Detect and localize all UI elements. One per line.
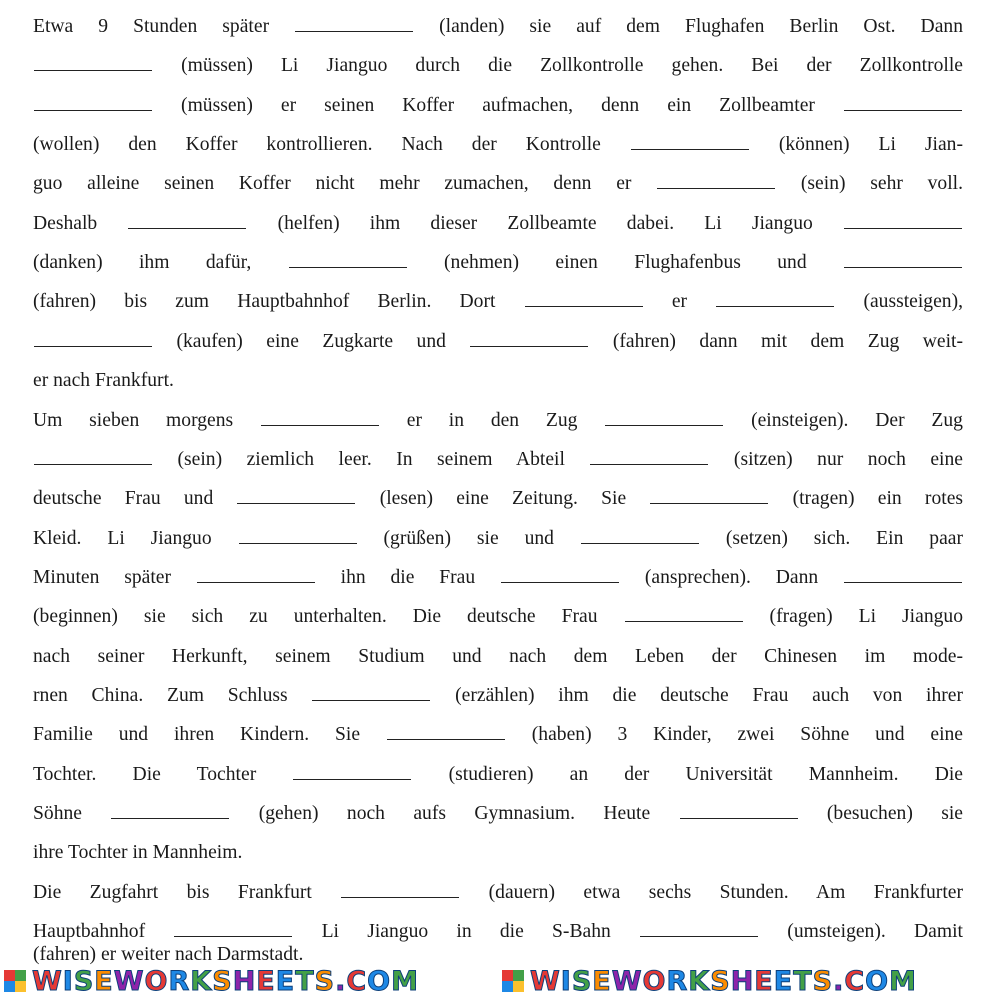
text-segment: (müssen) er seinen Koffer aufmachen, denn ein Zollbeamter xyxy=(181,94,815,116)
text-segment: Um sieben morgens xyxy=(33,409,234,431)
text-line xyxy=(33,762,963,788)
watermark-grid-icon xyxy=(4,970,26,992)
answer-blank[interactable] xyxy=(174,919,292,937)
answer-blank[interactable] xyxy=(631,132,749,150)
answer-blank[interactable] xyxy=(34,329,152,347)
text-segment: (besuchen) sie xyxy=(826,803,963,824)
text-segment: Hauptbahnhof xyxy=(33,921,146,943)
text-segment: guo alleine seinen Koffer nicht mehr zumachen, denn er xyxy=(33,173,632,195)
text-segment: (sein) ziemlich leer. In seinem Abteil xyxy=(177,448,565,470)
watermark-logo-right xyxy=(502,964,917,998)
text-segment: ihn die Frau xyxy=(340,566,476,588)
text-segment: (fahren) dann mit dem Zug weit- xyxy=(612,330,964,352)
text-line xyxy=(33,447,963,473)
text-segment: (lesen) eine Zeitung. Sie xyxy=(379,488,627,510)
icon-cell-3 xyxy=(4,981,15,992)
text-segment: nach seiner Herkunft, seinem Studium und nach dem Leben der Chinesen im mode- xyxy=(33,645,963,667)
text-segment: (grüßen) sie und xyxy=(383,527,554,549)
text-line xyxy=(33,644,963,670)
text-line xyxy=(33,53,963,79)
text-segment: ihre Tochter in Mannheim. xyxy=(33,842,243,864)
watermark-grid-icon xyxy=(502,970,524,992)
text-line xyxy=(33,919,963,945)
text-segment: er nach Frankfurt. xyxy=(33,370,174,392)
text-segment: (ansprechen). Dann xyxy=(644,566,819,588)
text-segment: Söhne xyxy=(33,803,82,824)
text-segment: (müssen) Li Jianguo durch die Zollkontrolle gehen. Bei der Zollkontrolle xyxy=(181,55,963,77)
icon-cell-2 xyxy=(513,970,524,981)
answer-blank[interactable] xyxy=(844,565,962,583)
text-line xyxy=(33,526,963,552)
answer-blank[interactable] xyxy=(680,801,798,819)
cut-off-line-text: (fahren) er weiter nach Darmstadt. xyxy=(33,944,304,965)
text-segment: Kleid. Li Jianguo xyxy=(33,527,212,549)
text-segment: (studieren) an der Universität Mannheim. Die xyxy=(448,763,963,785)
text-segment: (tragen) ein rotes xyxy=(792,488,964,510)
text-segment: er in den Zug xyxy=(406,409,578,431)
text-segment: (fahren) bis zum Hauptbahnhof Berlin. Dort xyxy=(33,291,496,313)
answer-blank[interactable] xyxy=(111,801,229,819)
icon-cell-2 xyxy=(15,970,26,981)
icon-cell-3 xyxy=(502,981,513,992)
answer-blank[interactable] xyxy=(312,683,430,701)
text-line xyxy=(33,211,963,237)
answer-blank[interactable] xyxy=(657,171,775,189)
answer-blank[interactable] xyxy=(34,53,152,71)
watermark-text: WISEWORKSHEETS.COM xyxy=(530,965,917,997)
text-line xyxy=(33,486,963,512)
text-segment: (beginnen) sie sich zu unterhalten. Die deutsche Frau xyxy=(33,606,598,628)
text-line xyxy=(33,408,963,434)
text-line xyxy=(33,683,963,709)
watermark-text: WISEWORKSHEETS.COM xyxy=(32,965,419,997)
answer-blank[interactable] xyxy=(239,526,357,544)
text-segment: (kaufen) eine Zugkarte und xyxy=(176,330,446,352)
icon-cell-4 xyxy=(15,981,26,992)
text-segment: (nehmen) einen Flughafenbus und xyxy=(444,252,807,274)
text-segment: (einsteigen). Der Zug xyxy=(751,409,963,431)
text-segment: (helfen) ihm dieser Zollbeamte dabei. Li Jianguo xyxy=(277,212,813,234)
answer-blank[interactable] xyxy=(387,722,505,740)
answer-blank[interactable] xyxy=(295,14,413,32)
text-segment: (fragen) Li Jianguo xyxy=(769,606,964,628)
text-segment: (dauern) etwa sechs Stunden. Am Frankfurter xyxy=(488,881,963,903)
answer-blank[interactable] xyxy=(470,329,588,347)
answer-blank[interactable] xyxy=(501,565,619,583)
answer-blank[interactable] xyxy=(581,526,699,544)
text-line xyxy=(33,801,963,827)
answer-blank[interactable] xyxy=(844,250,962,268)
answer-blank[interactable] xyxy=(197,565,315,583)
answer-blank[interactable] xyxy=(237,486,355,504)
answer-blank[interactable] xyxy=(128,211,246,229)
text-line xyxy=(33,604,963,630)
answer-blank[interactable] xyxy=(590,447,708,465)
text-segment: (sein) sehr voll. xyxy=(800,173,964,195)
text-segment: (danken) ihm dafür, xyxy=(33,252,252,274)
answer-blank[interactable] xyxy=(289,250,407,268)
text-segment: Deshalb xyxy=(33,212,98,234)
text-line xyxy=(33,14,963,40)
text-line xyxy=(33,565,963,591)
text-segment: (können) Li Jian- xyxy=(778,134,963,156)
icon-cell-4 xyxy=(513,981,524,992)
text-segment: Minuten später xyxy=(33,566,171,588)
answer-blank[interactable] xyxy=(341,880,459,898)
text-segment: (gehen) noch aufs Gymnasium. Heute xyxy=(258,803,651,824)
icon-cell-1 xyxy=(502,970,513,981)
answer-blank[interactable] xyxy=(293,762,411,780)
text-line xyxy=(33,289,963,315)
text-segment: (landen) sie auf dem Flughafen Berlin Ost. Dann xyxy=(439,16,963,37)
text-segment: (wollen) den Koffer kontrollieren. Nach der Kontrolle xyxy=(33,134,601,156)
text-segment: (aussteigen), xyxy=(863,291,964,313)
text-segment: (erzählen) ihm die deutsche Frau auch von ihrer xyxy=(455,684,963,706)
text-segment: Die Zugfahrt bis Frankfurt xyxy=(33,881,312,903)
answer-blank[interactable] xyxy=(525,289,643,307)
answer-blank[interactable] xyxy=(261,408,379,426)
answer-blank[interactable] xyxy=(605,408,723,426)
watermark-logo-left xyxy=(4,964,419,998)
answer-blank[interactable] xyxy=(716,289,834,307)
text-line xyxy=(33,329,963,355)
icon-cell-1 xyxy=(4,970,15,981)
text-line xyxy=(33,132,963,158)
answer-blank[interactable] xyxy=(844,211,962,229)
text-line xyxy=(33,880,963,906)
answer-blank[interactable] xyxy=(34,93,152,111)
text-segment: Tochter. Die Tochter xyxy=(33,763,257,785)
text-line xyxy=(33,250,963,276)
text-line xyxy=(33,93,963,119)
text-segment: er xyxy=(671,291,688,313)
text-segment: (sitzen) nur noch eine xyxy=(733,448,963,470)
text-line xyxy=(33,368,963,394)
text-segment: rnen China. Zum Schluss xyxy=(33,684,288,706)
text-segment: (umsteigen). Damit xyxy=(787,921,963,943)
text-line xyxy=(33,171,963,197)
answer-blank[interactable] xyxy=(34,447,152,465)
answer-blank[interactable] xyxy=(844,93,962,111)
text-segment: (setzen) sich. Ein paar xyxy=(725,527,964,549)
text-segment: (haben) 3 Kinder, zwei Söhne und eine xyxy=(531,724,964,746)
text-segment: Etwa 9 Stunden später xyxy=(33,16,270,37)
text-segment: deutsche Frau und xyxy=(33,488,214,510)
text-line xyxy=(33,840,963,866)
text-segment: Familie und ihren Kindern. Sie xyxy=(33,724,361,746)
text-line xyxy=(33,722,963,748)
answer-blank[interactable] xyxy=(650,486,768,504)
answer-blank[interactable] xyxy=(640,919,758,937)
answer-blank[interactable] xyxy=(625,604,743,622)
text-segment: Li Jianguo in die S-Bahn xyxy=(321,921,611,943)
